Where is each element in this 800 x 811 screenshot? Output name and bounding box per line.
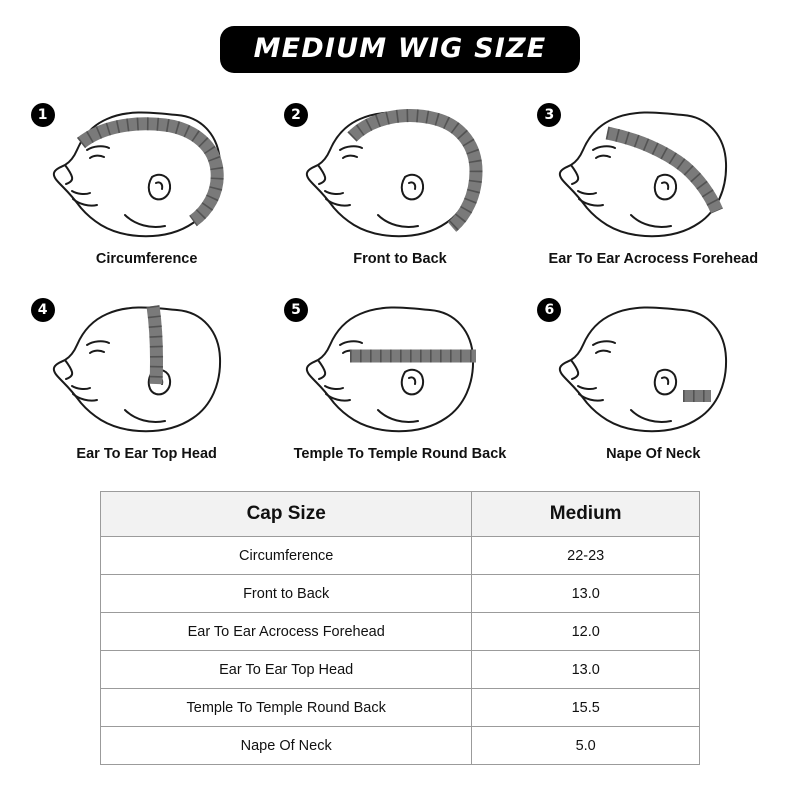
row-measure-value: 15.5	[472, 689, 700, 727]
step-number-badge: 1	[31, 103, 55, 127]
tape-measure-2	[352, 116, 476, 227]
step-caption-1: Circumference	[95, 251, 198, 267]
row-measure-label: Nape Of Neck	[101, 727, 472, 765]
table-row	[101, 689, 700, 727]
measurement-step-6	[527, 290, 780, 485]
row-measure-value: 12.0	[472, 613, 700, 651]
table-header-row	[101, 492, 700, 537]
row-measure-label: Temple To Temple Round Back	[101, 689, 472, 727]
head-illustration-6	[533, 290, 773, 440]
step-number-badge: 2	[284, 103, 308, 127]
cap-size-table-wrap	[100, 491, 700, 765]
row-measure-label: Ear To Ear Acrocess Forehead	[101, 613, 472, 651]
row-measure-value: 13.0	[472, 651, 700, 689]
table-row	[101, 537, 700, 575]
row-measure-label: Front to Back	[101, 575, 472, 613]
title-bar	[0, 0, 800, 73]
head-profile-svg-5	[280, 290, 520, 440]
cap-size-table	[100, 491, 700, 765]
tape-measure-1	[81, 124, 217, 221]
table-header-measure: Cap Size	[101, 492, 472, 537]
row-measure-value: 13.0	[472, 575, 700, 613]
measurement-step-2	[273, 95, 526, 290]
head-profile-svg-1	[27, 95, 267, 245]
step-number-badge: 5	[284, 298, 308, 322]
row-measure-value: 22-23	[472, 537, 700, 575]
head-illustration-1	[27, 95, 267, 245]
head-profile-svg-6	[533, 290, 773, 440]
head-profile-svg-2	[280, 95, 520, 245]
step-caption-3: Ear To Ear Acrocess Forehead	[548, 251, 759, 267]
step-caption-4: Ear To Ear Top Head	[76, 446, 217, 462]
step-caption-2: Front to Back	[353, 251, 447, 267]
page-title: MEDIUM WIG SIZE	[220, 26, 581, 73]
measurement-diagram-grid	[0, 95, 800, 485]
measurement-step-5	[273, 290, 526, 485]
step-caption-5: Temple To Temple Round Back	[293, 446, 507, 462]
row-measure-label: Circumference	[101, 537, 472, 575]
table-row	[101, 575, 700, 613]
step-number-badge: 4	[31, 298, 55, 322]
table-header-size: Medium	[472, 492, 700, 537]
head-illustration-2	[280, 95, 520, 245]
step-number-badge: 6	[537, 298, 561, 322]
table-row	[101, 651, 700, 689]
measurement-step-3	[527, 95, 780, 290]
table-row	[101, 613, 700, 651]
head-illustration-4	[27, 290, 267, 440]
measurement-step-1	[20, 95, 273, 290]
step-caption-6: Nape Of Neck	[606, 446, 701, 462]
tape-measure-4	[153, 306, 157, 384]
head-profile-svg-4	[27, 290, 267, 440]
table-row	[101, 727, 700, 765]
step-number-badge: 3	[537, 103, 561, 127]
measurement-step-4	[20, 290, 273, 485]
row-measure-label: Ear To Ear Top Head	[101, 651, 472, 689]
head-illustration-5	[280, 290, 520, 440]
head-illustration-3	[533, 95, 773, 245]
row-measure-value: 5.0	[472, 727, 700, 765]
head-profile-svg-3	[533, 95, 773, 245]
